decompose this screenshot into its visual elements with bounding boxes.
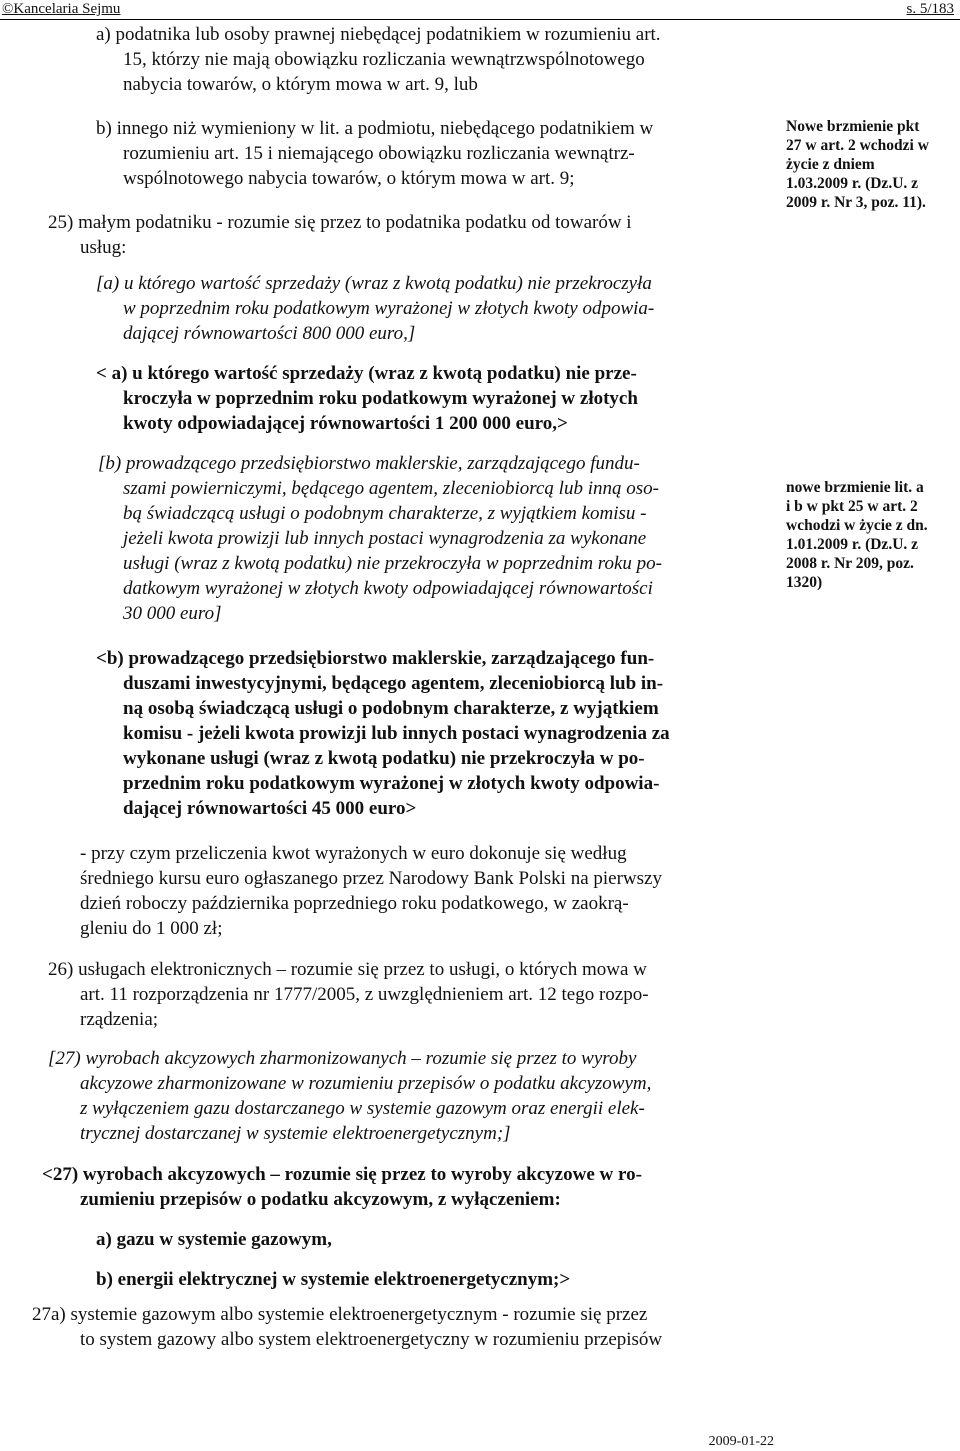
text-line: 30 000 euro]	[123, 603, 222, 624]
text-line: kwoty odpowiadającej równowartości 1 200 000 euro,>	[123, 413, 568, 434]
note-line: Nowe brzmienie pkt	[786, 118, 920, 135]
copyright-link[interactable]: ©Kancelaria Sejmu	[2, 1, 121, 17]
text-line: średniego kursu euro ogłaszanego przez Narodowy Bank Polski na pierwszy	[80, 868, 662, 889]
text-line: trycznej dostarczanej w systemie elektroenergetycznym;]	[80, 1123, 511, 1144]
text-line: to system gazowy albo system elektroenergetyczny w rozumieniu przepisów	[80, 1329, 663, 1350]
text-line: nabycia towarów, o którym mowa w art. 9, lub	[123, 74, 478, 95]
text-line: usługi (wraz z kwotą podatku) nie przekroczyła w poprzednim roku po-	[123, 553, 662, 574]
note-line: 27 w art. 2 wchodzi w	[786, 137, 929, 154]
text-line: przednim roku podatkowym wyrażonej w złotych kwoty odpowia-	[123, 773, 660, 794]
note-line: 1.01.2009 r. (Dz.U. z	[786, 536, 919, 553]
text-line: rządzenia;	[80, 1009, 159, 1030]
text-line: zumieniu przepisów o podatku akcyzowym, z wyłączeniem:	[80, 1189, 561, 1210]
text-line: datkowym wyrażonej w złotych kwoty odpowiadającej równowartości	[123, 578, 653, 599]
text-line: 15, którzy nie mają obowiązku rozliczania wewnątrzwspólnotowego	[123, 49, 645, 70]
text-line: 25) małym podatniku - rozumie się przez to podatnika podatku od towarów i	[48, 212, 632, 233]
text-line: art. 11 rozporządzenia nr 1777/2005, z uwzględnieniem art. 12 tego rozpo-	[80, 984, 649, 1005]
page-number-link[interactable]: s. 5/183	[906, 1, 954, 17]
text-line: szami powierniczymi, będącego agentem, zleceniobiorcą lub inną oso-	[123, 478, 659, 499]
text-line: komisu - jeżeli kwota prowizji lub innych postaci wynagrodzenia za	[123, 723, 670, 744]
text-line: bą świadczącą usługi o podobnym charakterze, z wyjątkiem komisu -	[123, 503, 647, 524]
footer-date: 2009-01-22	[708, 1434, 774, 1449]
text-line: z wyłączeniem gazu dostarczanego w systemie gazowym oraz energii elek-	[80, 1098, 645, 1119]
text-line: [27) wyrobach akcyzowych zharmonizowanych – rozumie się przez to wyroby	[48, 1048, 637, 1069]
text-line: - przy czym przeliczenia kwot wyrażonych w euro dokonuje się według	[80, 843, 627, 864]
note-line: 1.03.2009 r. (Dz.U. z	[786, 175, 919, 192]
text-line: a) podatnika lub osoby prawnej niebędącej podatnikiem w rozumieniu art.	[96, 24, 661, 45]
text-line: akcyzowe zharmonizowane w rozumieniu przepisów o podatku akcyzowym,	[80, 1073, 652, 1094]
text-line: w poprzednim roku podatkowym wyrażonej w złotych kwoty odpowia-	[123, 298, 655, 319]
header-rule	[0, 19, 960, 20]
text-line: wspólnotowego nabycia towarów, o którym mowa w art. 9;	[123, 168, 575, 189]
text-line: < a) u którego wartość sprzedaży (wraz z kwotą podatku) nie prze-	[96, 363, 637, 384]
text-line: b) innego niż wymieniony w lit. a podmiotu, niebędącego podatnikiem w	[96, 118, 654, 139]
note-line: 1320)	[786, 574, 823, 591]
text-line: [b) prowadzącego przedsiębiorstwo maklerskie, zarządzającego fundu-	[98, 453, 640, 474]
text-line: gleniu do 1 000 zł;	[80, 918, 223, 939]
text-line: dzień roboczy października poprzedniego roku podatkowego, w zaokrą-	[80, 893, 629, 914]
note-line: 2009 r. Nr 3, poz. 11).	[786, 194, 926, 211]
text-line: <27) wyrobach akcyzowych – rozumie się przez to wyroby akcyzowe w ro-	[42, 1164, 642, 1185]
text-line: rozumieniu art. 15 i niemającego obowiązku rozliczania wewnątrz-	[123, 143, 635, 164]
text-line: 27a) systemie gazowym albo systemie elektroenergetycznym - rozumie się przez	[32, 1304, 648, 1325]
note-line: nowe brzmienie lit. a	[786, 479, 924, 496]
text-line: a) gazu w systemie gazowym,	[96, 1229, 332, 1250]
note-line: życie z dniem	[786, 156, 875, 173]
note-line: 2008 r. Nr 209, poz.	[786, 555, 914, 572]
text-line: usług:	[80, 237, 127, 258]
note-line: wchodzi w życie z dn.	[786, 517, 928, 534]
text-line: ną osobą świadczącą usługi o podobnym charakterze, z wyjątkiem	[123, 698, 659, 719]
text-line: wykonane usługi (wraz z kwotą podatku) nie przekroczyła w po-	[123, 748, 645, 769]
text-line: jeżeli kwota prowizji lub innych postaci wynagrodzenia za wykonane	[123, 528, 647, 549]
text-line: duszami inwestycyjnymi, będącego agentem, zleceniobiorcą lub in-	[123, 673, 664, 694]
text-line: <b) prowadzącego przedsiębiorstwo maklerskie, zarządzającego fun-	[96, 648, 655, 669]
text-line: dającej równowartości 45 000 euro>	[123, 798, 417, 819]
text-line: kroczyła w poprzednim roku podatkowym wyrażonej w złotych	[123, 388, 638, 409]
text-line: [a) u którego wartość sprzedaży (wraz z kwotą podatku) nie przekroczyła	[96, 273, 652, 294]
note-line: i b w pkt 25 w art. 2	[786, 498, 918, 515]
text-line: b) energii elektrycznej w systemie elektroenergetycznym;>	[96, 1269, 571, 1290]
text-line: 26) usługach elektronicznych – rozumie się przez to usługi, o których mowa w	[48, 959, 647, 980]
text-line: dającej równowartości 800 000 euro,]	[123, 323, 416, 344]
